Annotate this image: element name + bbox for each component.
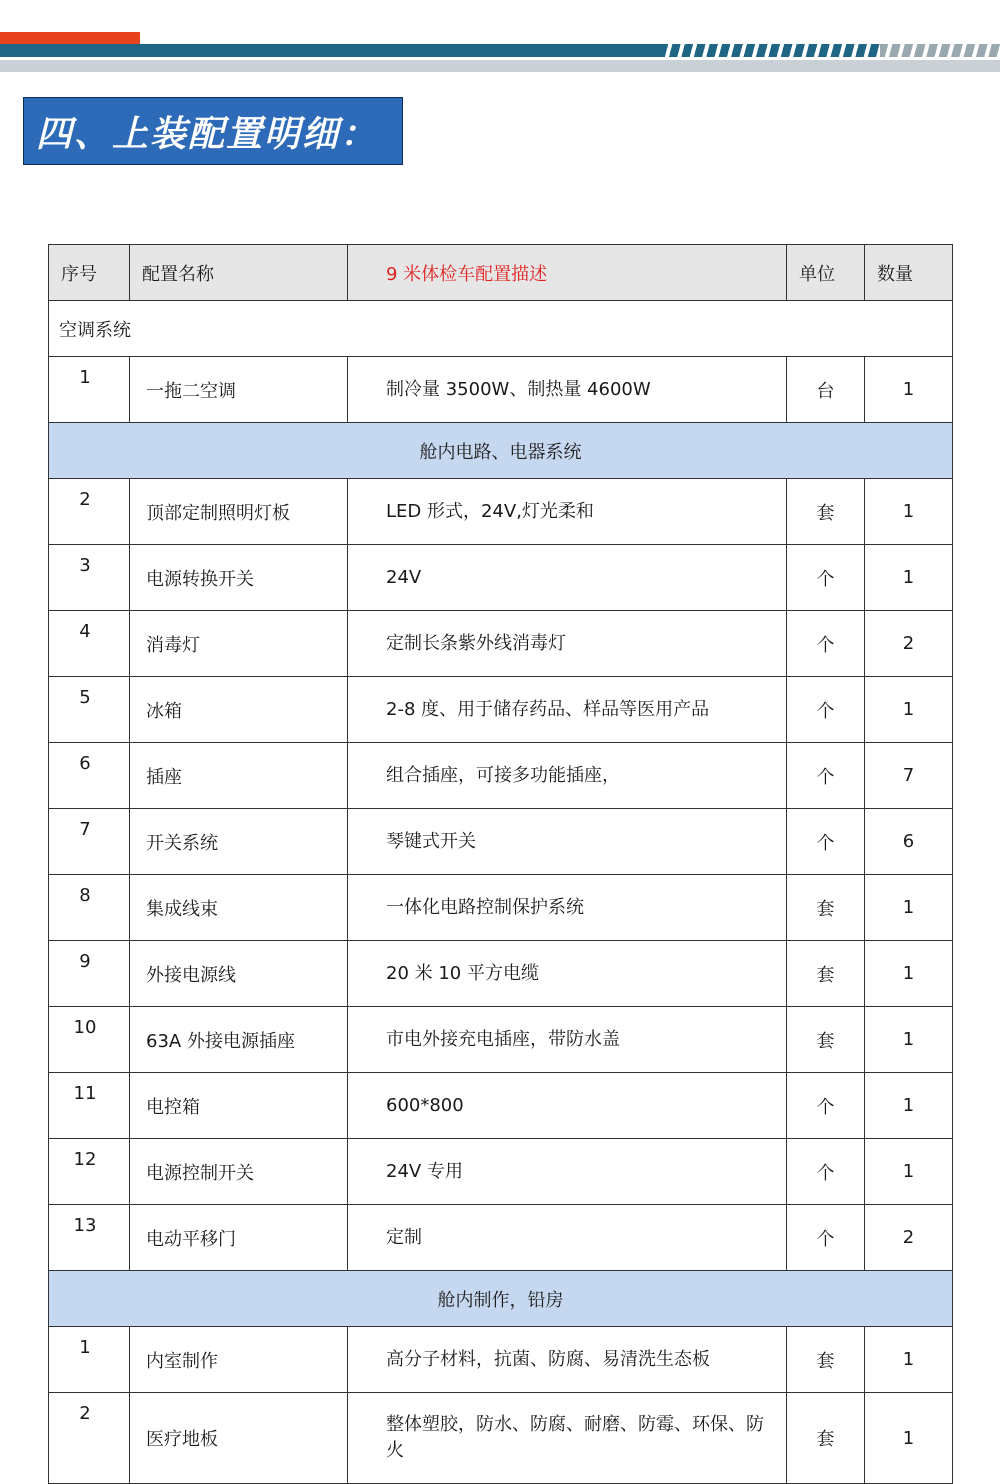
cell-name: 内室制作 [130, 1327, 348, 1393]
header-seq: 序号 [49, 245, 130, 301]
red-accent-bar [0, 32, 140, 44]
table-row [49, 941, 953, 1007]
cell-name: 一拖二空调 [130, 357, 348, 423]
striped-band-faded [880, 44, 1000, 57]
cell-unit: 套 [787, 875, 865, 941]
cell-seq: 8 [49, 875, 130, 941]
cell-quantity: 1 [865, 1007, 953, 1073]
cell-name: 医疗地板 [130, 1393, 348, 1484]
cell-seq: 7 [49, 809, 130, 875]
cell-unit: 个 [787, 809, 865, 875]
cell-name: 外接电源线 [130, 941, 348, 1007]
cell-quantity: 1 [865, 677, 953, 743]
cell-unit: 套 [787, 479, 865, 545]
section-row [49, 1271, 953, 1327]
cell-quantity: 1 [865, 1073, 953, 1139]
table-row [49, 875, 953, 941]
cell-seq: 9 [49, 941, 130, 1007]
table-row [49, 1327, 953, 1393]
table-header-row [49, 245, 953, 301]
table-row [49, 1393, 953, 1484]
cell-seq: 1 [49, 357, 130, 423]
cell-description: 20 米 10 平方电缆 [348, 941, 787, 1007]
table-row [49, 357, 953, 423]
cell-name: 电源转换开关 [130, 545, 348, 611]
cell-name: 顶部定制照明灯板 [130, 479, 348, 545]
cell-quantity: 1 [865, 1327, 953, 1393]
cell-name: 插座 [130, 743, 348, 809]
cell-name: 63A 外接电源插座 [130, 1007, 348, 1073]
cell-quantity: 7 [865, 743, 953, 809]
cell-seq: 6 [49, 743, 130, 809]
cell-unit: 个 [787, 1139, 865, 1205]
cell-name: 电控箱 [130, 1073, 348, 1139]
cell-quantity: 1 [865, 1393, 953, 1484]
cell-name: 电源控制开关 [130, 1139, 348, 1205]
cell-seq: 1 [49, 1327, 130, 1393]
cell-quantity: 6 [865, 809, 953, 875]
cell-name: 集成线束 [130, 875, 348, 941]
cell-description: 定制长条紫外线消毒灯 [348, 611, 787, 677]
cell-quantity: 1 [865, 545, 953, 611]
cell-name: 冰箱 [130, 677, 348, 743]
cell-seq: 4 [49, 611, 130, 677]
cell-name: 消毒灯 [130, 611, 348, 677]
header-unit: 单位 [787, 245, 865, 301]
cell-description: 24V [348, 545, 787, 611]
cell-unit: 个 [787, 743, 865, 809]
cell-description: 高分子材料，抗菌、防腐、易清洗生态板 [348, 1327, 787, 1393]
section-row [49, 301, 953, 357]
cell-quantity: 1 [865, 1139, 953, 1205]
cell-unit: 台 [787, 357, 865, 423]
cell-unit: 个 [787, 1073, 865, 1139]
table-row [49, 677, 953, 743]
cell-seq: 2 [49, 479, 130, 545]
cell-quantity: 2 [865, 1205, 953, 1271]
cell-description: 制冷量 3500W、制热量 4600W [348, 357, 787, 423]
header-description: 9 米体检车配置描述 [348, 245, 787, 301]
cell-unit: 个 [787, 1205, 865, 1271]
cell-unit: 套 [787, 1007, 865, 1073]
table-row [49, 1139, 953, 1205]
section-heading: 四、上装配置明细： [36, 112, 379, 155]
cell-unit: 个 [787, 611, 865, 677]
cell-unit: 套 [787, 941, 865, 1007]
cell-seq: 2 [49, 1393, 130, 1484]
section-heading-box [23, 97, 403, 165]
header-name: 配置名称 [130, 245, 348, 301]
cell-description: 组合插座，可接多功能插座， [348, 743, 787, 809]
cell-seq: 11 [49, 1073, 130, 1139]
table-row [49, 1205, 953, 1271]
cell-description: 2-8 度、用于储存药品、样品等医用产品 [348, 677, 787, 743]
cell-description: 一体化电路控制保护系统 [348, 875, 787, 941]
header-quantity: 数量 [865, 245, 953, 301]
section-row [49, 423, 953, 479]
table-row [49, 611, 953, 677]
section-title: 舱内电路、电器系统 [49, 423, 953, 479]
cell-seq: 10 [49, 1007, 130, 1073]
top-decorative-band [0, 0, 1000, 75]
cell-unit: 套 [787, 1327, 865, 1393]
cell-description: 24V 专用 [348, 1139, 787, 1205]
cell-seq: 5 [49, 677, 130, 743]
table-row [49, 1007, 953, 1073]
table-body [49, 301, 953, 1484]
cell-seq: 12 [49, 1139, 130, 1205]
table-row [49, 545, 953, 611]
cell-name: 电动平移门 [130, 1205, 348, 1271]
table-row [49, 743, 953, 809]
cell-seq: 3 [49, 545, 130, 611]
cell-quantity: 1 [865, 357, 953, 423]
cell-seq: 13 [49, 1205, 130, 1271]
blue-band [0, 44, 660, 57]
table-row [49, 1073, 953, 1139]
cell-name: 开关系统 [130, 809, 348, 875]
cell-description: 市电外接充电插座，带防水盖 [348, 1007, 787, 1073]
grey-underline-bar [0, 60, 1000, 72]
table-row [49, 809, 953, 875]
cell-unit: 个 [787, 677, 865, 743]
cell-description: 600*800 [348, 1073, 787, 1139]
cell-description: LED 形式，24V,灯光柔和 [348, 479, 787, 545]
section-title: 舱内制作，铅房 [49, 1271, 953, 1327]
cell-quantity: 1 [865, 941, 953, 1007]
cell-quantity: 2 [865, 611, 953, 677]
section-title: 空调系统 [49, 301, 953, 357]
cell-description: 整体塑胶，防水、防腐、耐磨、防霉、环保、防火 [348, 1393, 787, 1484]
cell-quantity: 1 [865, 479, 953, 545]
table-row [49, 479, 953, 545]
cell-description: 定制 [348, 1205, 787, 1271]
cell-description: 琴键式开关 [348, 809, 787, 875]
cell-unit: 套 [787, 1393, 865, 1484]
cell-unit: 个 [787, 545, 865, 611]
configuration-table [48, 244, 953, 1484]
cell-quantity: 1 [865, 875, 953, 941]
